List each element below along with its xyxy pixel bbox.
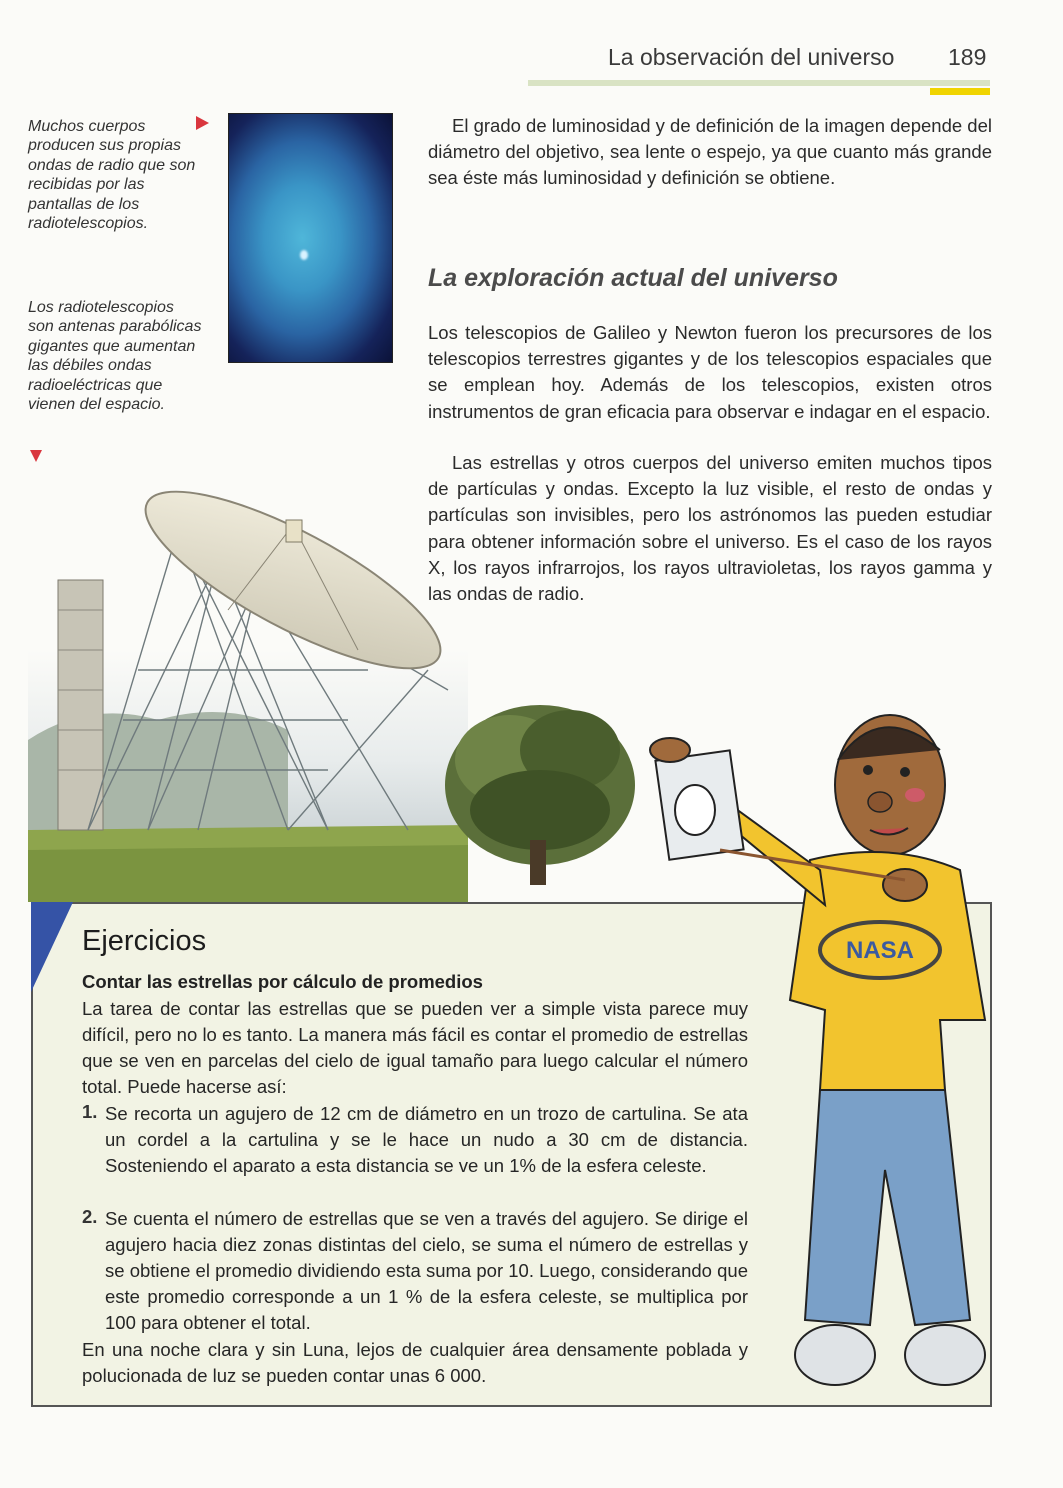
margin-note-radiotelescopes: Los radiotelescopios son antenas parabólicas gigantes que aumentan las débiles ondas radioeléctricas que vienen del espacio. <box>28 299 202 414</box>
shirt-logo-text: NASA <box>845 937 915 964</box>
radio-emission-image <box>228 113 393 363</box>
header-rule <box>528 80 990 86</box>
arrow-right-icon <box>196 116 209 130</box>
exercises-corner-accent <box>31 902 73 992</box>
paragraph-waves: Las estrellas y otros cuerpos del universo emiten muchos tipos de partículas y ondas. Excepto la luz visible, el resto de ondas y partículas son invisibles, pero los astrónomos las pueden estudiar para obtener información sobre el universo. Es el caso de los rayos X, los rayos infrarrojos, los rayos ultravioletas, los rayos gamma y las ondas de radio. <box>428 452 992 605</box>
step-text: Se cuenta el número de estrellas que se ven a través del agujero. Se dirige el agujero hacia diez zonas distintas del cielo, se suma el número de estrellas y se obtiene el promedio dividiendo esta suma por 10. Luego, considerando que este promedio corresponde a un 1 % de la esfera celeste, se multiplica por 100 para obtener el total. <box>105 1208 748 1333</box>
radio-source-spot <box>300 250 308 260</box>
exercises-intro: La tarea de contar las estrellas que se pueden ver a simple vista parece muy difícil, pero no lo es tanto. La manera más fácil es contar el promedio de estrellas que se ven en parcelas del cielo de igual tamaño para luego calcular el número total. Puede hacerse así: <box>82 998 748 1097</box>
exercises-title: Ejercicios <box>82 925 207 957</box>
radio-telescope-photo <box>28 470 468 902</box>
page-header-title: La observación del universo <box>608 44 895 70</box>
section-heading: La exploración actual del universo <box>428 264 838 292</box>
arrow-down-icon <box>30 450 42 462</box>
page-number: 189 <box>948 44 987 70</box>
step-text: Se recorta un agujero de 12 cm de diámetro en un trozo de cartulina. Se ata un cordel a la cartulina y se le hace un nudo a 30 cm de distancia. Sosteniendo el aparato a esta distancia se ve un 1% de la esfera celeste. <box>105 1103 748 1176</box>
header-accent-bar <box>930 88 990 95</box>
exercises-subtitle: Contar las estrellas por cálculo de promedios <box>82 971 483 992</box>
margin-note-radio-waves: Muchos cuerpos producen sus propias ondas de radio que son recibidas por las pantallas de los radiotelescopios. <box>28 118 196 233</box>
step-number: 2. <box>82 1206 98 1227</box>
boy-illustration <box>640 700 1000 1410</box>
tree-photo <box>430 690 660 890</box>
paragraph-telescopes: Los telescopios de Galileo y Newton fueron los precursores de los telescopios terrestres gigantes y de los telescopios espaciales que se emplean hoy. Además de los telescopios, existen otros instrumentos de gran eficacia para observar e indagar en el espacio. <box>428 322 992 422</box>
exercises-closing: En una noche clara y sin Luna, lejos de cualquier área densamente poblada y polucionada de luz se pueden contar unas 6 000. <box>82 1339 748 1386</box>
intro-paragraph: El grado de luminosidad y de definición de la imagen depende del diámetro del objetivo, sea lente o espejo, ya que cuanto más grande sea éste más luminosidad y definición se obtiene. <box>428 115 992 189</box>
step-number: 1. <box>82 1101 98 1122</box>
